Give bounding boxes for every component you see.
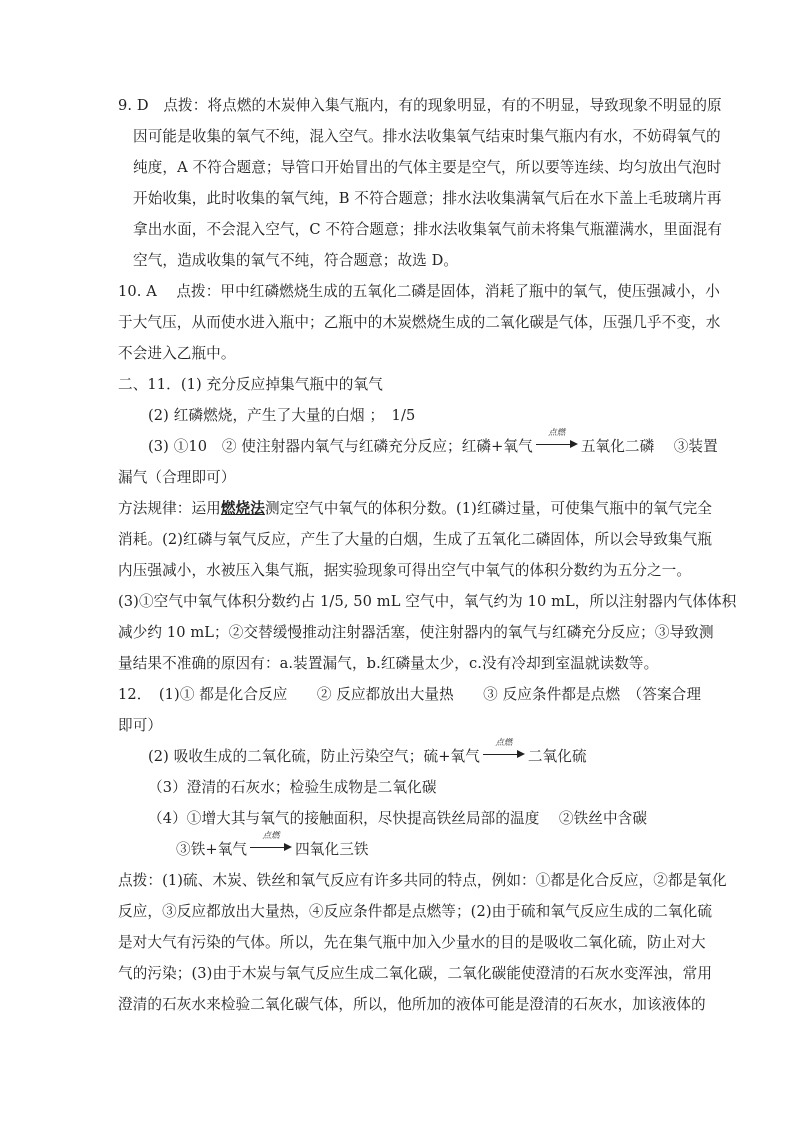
method-rule-prefix: 方法规律：运用 (118, 500, 221, 517)
answer-12-part-4-equation (176, 831, 369, 860)
arrow-condition: 点燃 (262, 831, 280, 841)
answer-12-part-4-product: 四氧化三铁 (295, 841, 369, 858)
method-rule-rest: 测定空气中氧气的体积分数。(1)红磷过量，可使集气瓶中的氧气完全 (264, 500, 713, 517)
answer-11-part-2: (2) 红磷燃烧，产生了大量的白烟 ； 1/5 (148, 407, 416, 424)
hint-12-line-1: 点拨：(1)硫、木炭、铁丝和氧气反应有许多共同的特点，例如：①都是化合反应，②都是氧化 (118, 872, 727, 889)
answer-11-part-3 (148, 428, 718, 457)
answer-9-line-5: 拿出水面，不会混入空气，C 不符合题意；排水法收集氧气前未将集气瓶灌满水，里面混有 (133, 221, 723, 238)
answer-9-line-6: 空气，造成收集的氧气不纯，符合题意；故选 D。 (133, 252, 459, 269)
answer-12-part-1: 12． (1)① 都是化合反应 ② 反应都放出大量热 ③ 反应条件都是点燃 （答案合理 (118, 686, 702, 703)
answer-11-part-1: 二、11．(1) 充分反应掉集气瓶中的氧气 (118, 376, 383, 393)
answer-11-part-3-text: (3) ①10 ② 使注射器内氧气与红磷充分反应；红磷+氧气 (148, 438, 533, 455)
answer-12-part-1-cont: 即可） (118, 717, 163, 734)
method-rule-line-4: (3)①空气中氧气体积分数约占 1/5, 50 mL 空气中，氧气约为 10 mL，所以注射器内气体体积 (118, 593, 737, 610)
answer-12-part-4-reactants: ③铁+氧气 (176, 841, 248, 858)
reaction-arrow-icon (483, 738, 525, 761)
answer-11-part-3-product: 五氧化二磷 ③装置 (580, 438, 718, 455)
combustion-method-term: 燃烧法 (220, 500, 265, 517)
answer-9-line-4: 开始收集，此时收集的氧气纯，B 不符合题意；排水法收集满氧气后在水下盖上毛玻璃片再 (133, 190, 722, 207)
hint-12-line-4: 气的污染；(3)由于木炭与氧气反应生成二氧化碳，二氧化碳能使澄清的石灰水变浑浊，常用 (118, 965, 713, 982)
method-rule-line-5: 减少约 10 mL；②交替缓慢推动注射器活塞，使注射器内的氧气与红磷充分反应；③导致测 (118, 624, 714, 641)
arrow-condition: 点燃 (548, 428, 566, 438)
reaction-arrow-icon (536, 428, 578, 451)
answer-10-line-2: 于大气压，从而使水进入瓶中；乙瓶中的木炭燃烧生成的二氧化碳是气体，压强几乎不变，水 (118, 314, 721, 331)
arrow-condition: 点燃 (495, 738, 513, 748)
hint-12-line-2: 反应，③反应都放出大量热，④反应条件都是点燃等；(2)由于硫和氧气反应生成的二氧化硫 (118, 903, 713, 920)
answer-10-line-3: 不会进入乙瓶中。 (118, 345, 236, 362)
answer-12-part-3: （3）澄清的石灰水；检验生成物是二氧化碳 (148, 779, 437, 796)
method-rule-line-6: 量结果不准确的原因有：a.装置漏气，b.红磷量太少，c.没有冷却到室温就读数等。 (118, 655, 659, 672)
method-rule-line-3: 内压强减小，水被压入集气瓶，据实验现象可得出空气中氧气的体积分数约为五分之一。 (118, 562, 692, 579)
answer-9-line-3: 纯度，A 不符合题意；导管口开始冒出的气体主要是空气，所以要等连续、均匀放出气泡时 (133, 159, 722, 176)
answer-12-part-2 (148, 738, 587, 767)
answer-11-part-3-cont: 漏气（合理即可） (118, 469, 236, 486)
answer-12-part-4: （4）①增大其与氧气的接触面积，尽快提高铁丝局部的温度 ②铁丝中含碳 (148, 810, 648, 827)
method-rule-line-1 (118, 499, 712, 519)
hint-12-line-5: 澄清的石灰水来检验二氧化碳气体，所以，他所加的液体可能是澄清的石灰水，加该液体的 (118, 996, 706, 1013)
reaction-arrow-icon (250, 831, 292, 854)
hint-12-line-3: 是对大气有污染的气体。所以，先在集气瓶中加入少量水的目的是吸收二氧化硫，防止对大 (118, 934, 706, 951)
method-rule-line-2: 消耗。(2)红磷与氧气反应，产生了大量的白烟，生成了五氧化二磷固体，所以会导致集气瓶 (118, 531, 713, 548)
answer-12-part-2-product: 二氧化硫 (527, 748, 587, 765)
answer-10-line-1: 10. A 点拨：甲中红磷燃烧生成的五氧化二磷是固体，消耗了瓶中的氧气，使压强减小，小 (118, 283, 720, 300)
answer-9-line-2: 因可能是收集的氧气不纯，混入空气。排水法收集氧气结束时集气瓶内有水，不妨碍氧气的 (133, 128, 721, 145)
answer-12-part-2-text: (2) 吸收生成的二氧化硫，防止污染空气；硫+氧气 (148, 748, 480, 765)
answer-9-line-1: 9. D 点拨：将点燃的木炭伸入集气瓶内，有的现象明显，有的不明显，导致现象不明显的原 (118, 97, 722, 114)
